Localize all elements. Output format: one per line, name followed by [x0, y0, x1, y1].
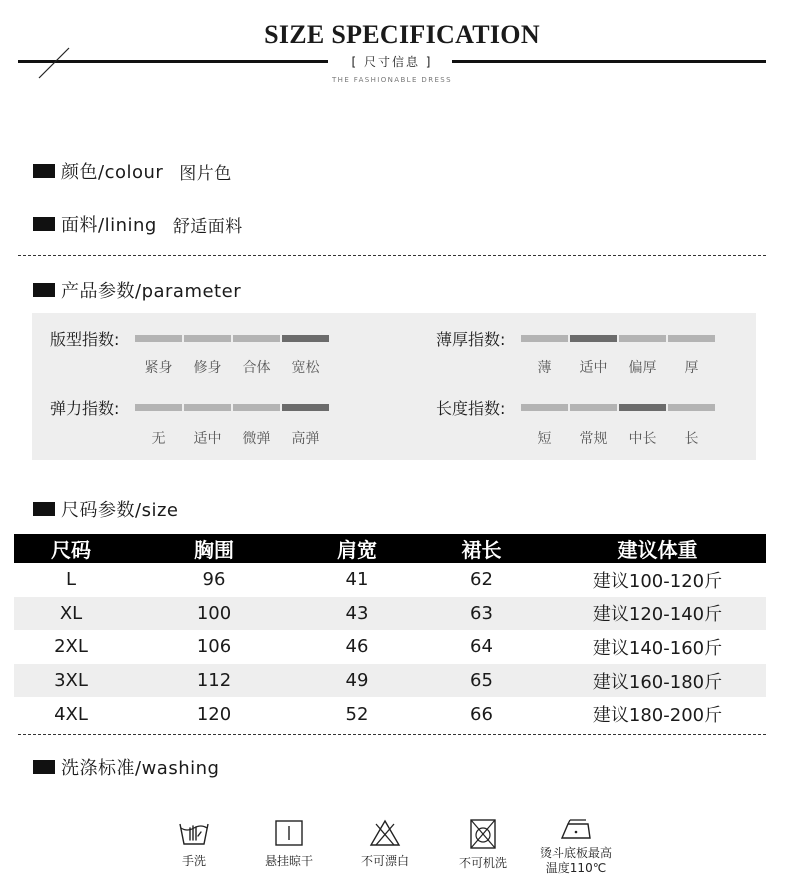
size-heading [33, 496, 178, 522]
table-cell: 2XL [54, 636, 88, 658]
wash-item [531, 818, 621, 876]
lining-value: 舒适面料 [172, 216, 243, 237]
no-bleach-icon [368, 818, 402, 848]
header-tagline: THE FASHIONABLE DRESS [332, 76, 452, 84]
table-row [14, 563, 766, 597]
param-option: 合体 [242, 360, 271, 376]
table-cell: 96 [202, 569, 226, 591]
table-row [14, 630, 766, 664]
param-option: 紧身 [144, 360, 173, 376]
table-cell: 建议160-180斤 [549, 664, 766, 698]
param-options [135, 357, 329, 377]
table-cell: 46 [345, 636, 369, 658]
heading-square-icon [33, 760, 55, 774]
size-table-header [14, 534, 766, 563]
param-label: 弹力指数: [50, 399, 120, 418]
hang-dry-icon [272, 818, 306, 848]
table-row [14, 697, 766, 731]
param-group-fit [50, 327, 329, 377]
table-cell: XL [14, 597, 128, 631]
table-cell: 106 [196, 636, 232, 658]
param-options [521, 357, 715, 377]
heading-square-icon [33, 164, 55, 178]
parameter-heading [33, 277, 241, 303]
table-cell: 52 [345, 703, 369, 725]
table-row [14, 597, 766, 631]
param-option: 中长 [628, 431, 657, 447]
heading-square-icon [33, 217, 55, 231]
table-cell: L [65, 569, 77, 591]
colour-value: 图片色 [179, 163, 232, 184]
table-cell: 43 [300, 597, 414, 631]
param-bar-selected [619, 404, 666, 411]
table-cell: 112 [128, 664, 300, 698]
table-cell: 3XL [14, 664, 128, 698]
lining-label: 面料/lining [61, 215, 157, 236]
param-bar [135, 404, 182, 411]
param-group-elasticity [50, 396, 329, 448]
param-bar [135, 335, 182, 342]
table-cell: 65 [414, 664, 549, 698]
param-bar [619, 335, 666, 342]
param-option: 薄 [537, 360, 552, 376]
param-bar [521, 335, 568, 342]
param-label: 版型指数: [50, 330, 120, 349]
washing-heading-text: 洗涤标准/washing [61, 758, 220, 779]
size-table-body [14, 563, 766, 731]
param-option: 短 [537, 431, 552, 447]
table-row [14, 664, 766, 698]
table-cell: 49 [300, 664, 414, 698]
param-option: 厚 [684, 360, 699, 376]
table-cell: 建议100-120斤 [592, 570, 723, 592]
wash-label: 不可机洗 [458, 856, 507, 870]
param-group-length [436, 396, 715, 448]
param-group-thickness [436, 327, 715, 377]
param-bars [521, 335, 715, 342]
parameter-heading-text: 产品参数/parameter [61, 281, 242, 302]
lining-row [33, 211, 243, 237]
param-bar [233, 335, 280, 342]
table-cell: 建议140-160斤 [592, 637, 723, 659]
table-cell: 63 [414, 597, 549, 631]
divider [18, 734, 766, 735]
param-bar [668, 335, 715, 342]
colour-row [33, 158, 232, 184]
wash-label: 不可漂白 [360, 854, 409, 868]
param-option: 无 [151, 431, 166, 447]
param-option: 常规 [579, 431, 608, 447]
size-table [14, 534, 766, 731]
param-options [521, 428, 715, 448]
param-bar [570, 404, 617, 411]
table-cell: 41 [345, 569, 369, 591]
param-bar [668, 404, 715, 411]
table-cell: 120 [196, 703, 232, 725]
param-option: 高弹 [291, 431, 320, 447]
param-bar-selected [282, 335, 329, 342]
param-bars [135, 404, 329, 411]
param-bar [184, 404, 231, 411]
wash-label [531, 846, 621, 876]
hand-wash-icon [177, 818, 211, 848]
param-option: 长 [684, 431, 699, 447]
col-header-size: 尺码 [14, 534, 128, 563]
param-bar-selected [570, 335, 617, 342]
heading-square-icon [33, 502, 55, 516]
param-bars [521, 404, 715, 411]
table-cell: 64 [470, 636, 493, 658]
size-heading-text: 尺码参数/size [61, 500, 179, 521]
param-bar [184, 335, 231, 342]
param-label: 薄厚指数: [436, 330, 506, 349]
param-bar [233, 404, 280, 411]
washing-heading [33, 754, 219, 780]
wash-label-line1: 烫斗底板最高 [539, 846, 612, 860]
param-option: 适中 [579, 360, 608, 376]
table-cell: 建议120-140斤 [549, 597, 766, 631]
param-option: 偏厚 [628, 360, 657, 376]
subtitle-text: [ 尺寸信息 ] [346, 55, 439, 69]
divider [18, 255, 766, 256]
table-cell: 4XL [54, 703, 88, 725]
param-bars [135, 335, 329, 342]
param-option: 修身 [193, 360, 222, 376]
iron-icon [556, 818, 596, 844]
col-header-chest: 胸围 [128, 534, 300, 563]
no-machine-wash-icon [466, 818, 500, 850]
page-title: SIZE SPECIFICATION [264, 20, 540, 49]
table-cell: 66 [470, 703, 493, 725]
wash-item [438, 818, 528, 871]
slash-decoration [38, 46, 72, 80]
wash-item [244, 818, 334, 869]
table-cell: 62 [470, 569, 493, 591]
table-cell: 建议180-200斤 [592, 705, 723, 727]
param-option: 适中 [193, 431, 222, 447]
col-header-shoulder: 肩宽 [300, 534, 414, 563]
heading-square-icon [33, 283, 55, 297]
param-bar-selected [282, 404, 329, 411]
wash-item [340, 818, 430, 869]
wash-label: 手洗 [181, 854, 206, 868]
param-option: 微弹 [242, 431, 271, 447]
colour-label: 颜色/colour [61, 162, 164, 183]
param-bar [521, 404, 568, 411]
param-options [135, 428, 329, 448]
col-header-length: 裙长 [414, 534, 549, 563]
wash-label: 悬挂晾干 [264, 854, 313, 868]
param-option: 宽松 [291, 360, 320, 376]
param-label: 长度指数: [436, 399, 506, 418]
col-header-weight: 建议体重 [549, 534, 766, 563]
table-cell: 100 [128, 597, 300, 631]
wash-item [149, 818, 239, 869]
wash-label-line2: 温度110℃ [545, 861, 607, 875]
header-subtitle [0, 53, 784, 70]
